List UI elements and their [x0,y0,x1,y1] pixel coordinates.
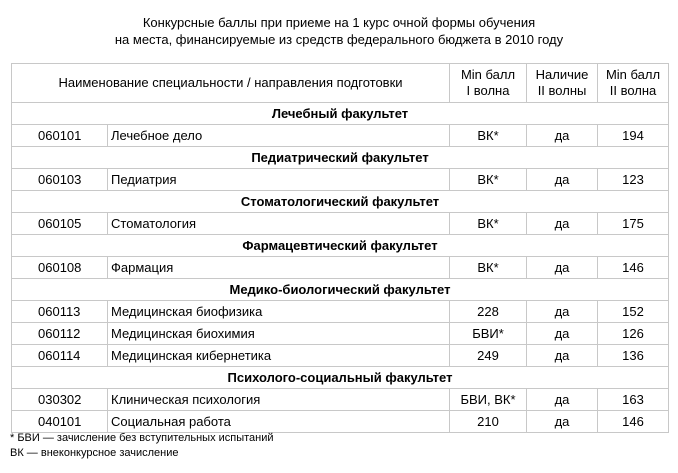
table-row [12,301,669,323]
specialty-name: Социальная работа [108,411,450,433]
wave2-availability: да [527,213,598,235]
specialty-name: Лечебное дело [108,125,450,147]
wave2-availability: да [527,125,598,147]
specialty-code: 040101 [12,411,108,433]
specialty-code: 060113 [12,301,108,323]
specialty-code: 060103 [12,169,108,191]
faculty-name: Психолого-социальный факультет [12,367,669,389]
min-score-wave1: 228 [450,301,527,323]
min-score-wave2: 175 [598,213,669,235]
faculty-name: Фармацевтический факультет [12,235,669,257]
header-min1-line2: I волна [466,83,510,98]
title-line-1: Конкурсные баллы при приеме на 1 курс очной формы обучения [142,15,536,30]
specialty-code: 060105 [12,213,108,235]
specialty-name: Медицинская кибернетика [108,345,450,367]
header-availability-line2: II волны [537,83,587,98]
header-min2 [598,64,669,103]
specialty-code: 060114 [12,345,108,367]
specialty-code: 030302 [12,389,108,411]
specialty-name: Стоматология [108,213,450,235]
wave2-availability: да [527,169,598,191]
header-availability-line1: Наличие [535,67,589,82]
header-min1 [450,64,527,103]
header-min2-line2: II волна [609,83,657,98]
faculty-row [12,367,669,389]
faculty-row [12,191,669,213]
specialty-name: Клиническая психология [108,389,450,411]
footnote-vk: ВК — внеконкурсное зачисление [10,447,179,459]
table-row [12,125,669,147]
footnotes [10,431,274,461]
table-header-row [12,64,669,103]
min-score-wave2: 126 [598,323,669,345]
page-title [0,14,678,48]
faculty-name: Педиатрический факультет [12,147,669,169]
faculty-row [12,235,669,257]
faculty-row [12,147,669,169]
wave2-availability: да [527,389,598,411]
min-score-wave2: 194 [598,125,669,147]
min-score-wave2: 146 [598,411,669,433]
min-score-wave1: ВК* [450,125,527,147]
min-score-wave1: ВК* [450,213,527,235]
header-availability [527,64,598,103]
faculty-name: Медико-биологический факультет [12,279,669,301]
min-score-wave1: 249 [450,345,527,367]
table-body [12,103,669,433]
table-row [12,389,669,411]
table-row [12,323,669,345]
min-score-wave2: 152 [598,301,669,323]
min-score-wave1: БВИ* [450,323,527,345]
wave2-availability: да [527,257,598,279]
table-row [12,213,669,235]
specialty-code: 060101 [12,125,108,147]
faculty-row [12,103,669,125]
header-name: Наименование специальности / направления подготовки [12,64,450,103]
min-score-wave2: 136 [598,345,669,367]
specialty-name: Медицинская биофизика [108,301,450,323]
scores-table [11,63,669,433]
min-score-wave2: 163 [598,389,669,411]
min-score-wave2: 146 [598,257,669,279]
title-line-2: на места, финансируемые из средств федерального бюджета в 2010 году [114,32,564,47]
min-score-wave1: ВК* [450,257,527,279]
faculty-name: Лечебный факультет [12,103,669,125]
wave2-availability: да [527,323,598,345]
specialty-name: Медицинская биохимия [108,323,450,345]
table-row [12,411,669,433]
footnote-bvi: * БВИ — зачисление без вступительных испытаний [10,432,274,444]
faculty-row [12,279,669,301]
specialty-name: Фармация [108,257,450,279]
wave2-availability: да [527,411,598,433]
faculty-name: Стоматологический факультет [12,191,669,213]
min-score-wave2: 123 [598,169,669,191]
wave2-availability: да [527,301,598,323]
min-score-wave1: БВИ, ВК* [450,389,527,411]
table-row [12,345,669,367]
header-min1-line1: Min балл [460,67,516,82]
min-score-wave1: ВК* [450,169,527,191]
specialty-name: Педиатрия [108,169,450,191]
specialty-code: 060112 [12,323,108,345]
table-row [12,257,669,279]
table-row [12,169,669,191]
specialty-code: 060108 [12,257,108,279]
header-min2-line1: Min балл [605,67,661,82]
wave2-availability: да [527,345,598,367]
min-score-wave1: 210 [450,411,527,433]
